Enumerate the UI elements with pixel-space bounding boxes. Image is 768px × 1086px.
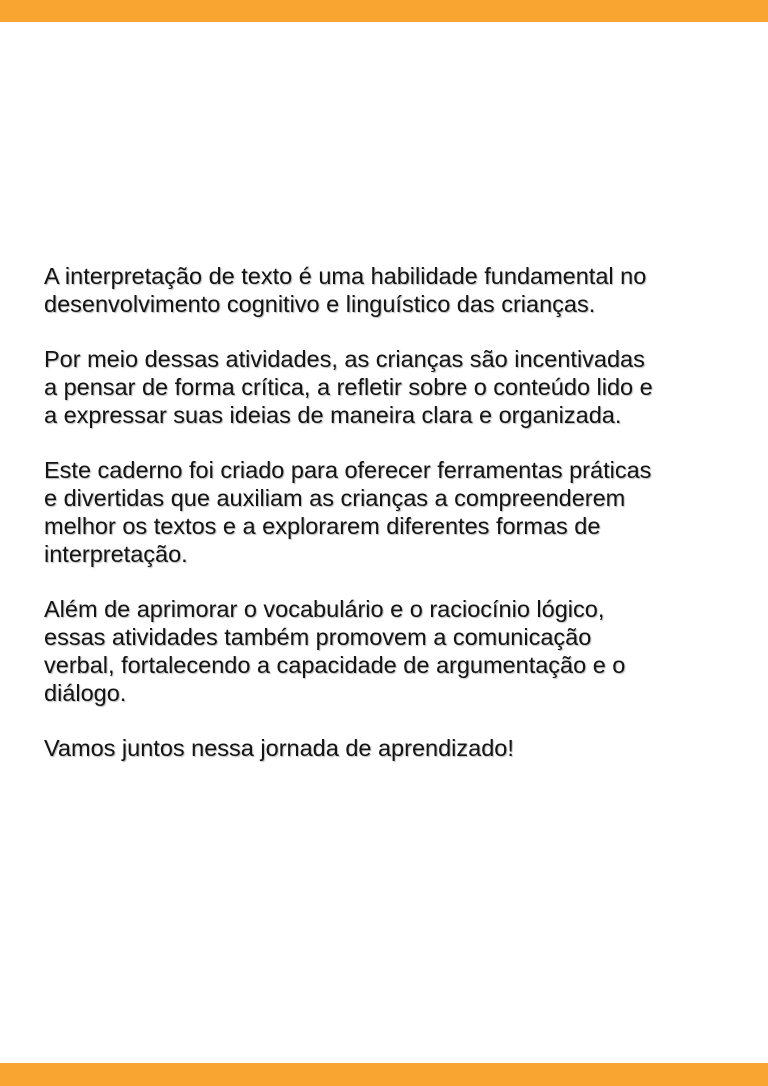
bottom-accent-band [0, 1063, 768, 1086]
paragraph-closing [44, 734, 734, 762]
document-body [44, 262, 734, 789]
text-line: a pensar de forma crítica, a refletir sobre o conteúdo lido e [44, 374, 653, 400]
paragraph-activities [44, 345, 734, 429]
text-line: Por meio dessas atividades, as crianças são incentivadas [44, 346, 645, 372]
text-line: desenvolvimento cognitivo e linguístico das crianças. [44, 291, 596, 317]
text-line: Este caderno foi criado para oferecer ferramentas práticas [44, 457, 652, 483]
paragraph-benefits [44, 595, 734, 707]
top-accent-band [0, 0, 768, 22]
text-line: verbal, fortalecendo a capacidade de argumentação e o [44, 652, 626, 678]
text-line: Além de aprimorar o vocabulário e o raciocínio lógico, [44, 596, 605, 622]
paragraph-intro [44, 262, 734, 318]
text-line: Vamos juntos nessa jornada de aprendizado! [44, 735, 514, 761]
paragraph-notebook-purpose [44, 456, 734, 568]
text-line: e divertidas que auxiliam as crianças a compreenderem [44, 485, 626, 511]
text-line: interpretação. [44, 541, 188, 567]
text-line: melhor os textos e a explorarem diferentes formas de [44, 513, 601, 539]
text-line: diálogo. [44, 680, 127, 706]
text-line: essas atividades também promovem a comunicação [44, 624, 592, 650]
text-line: A interpretação de texto é uma habilidade fundamental no [44, 263, 647, 289]
text-line: a expressar suas ideias de maneira clara e organizada. [44, 402, 622, 428]
